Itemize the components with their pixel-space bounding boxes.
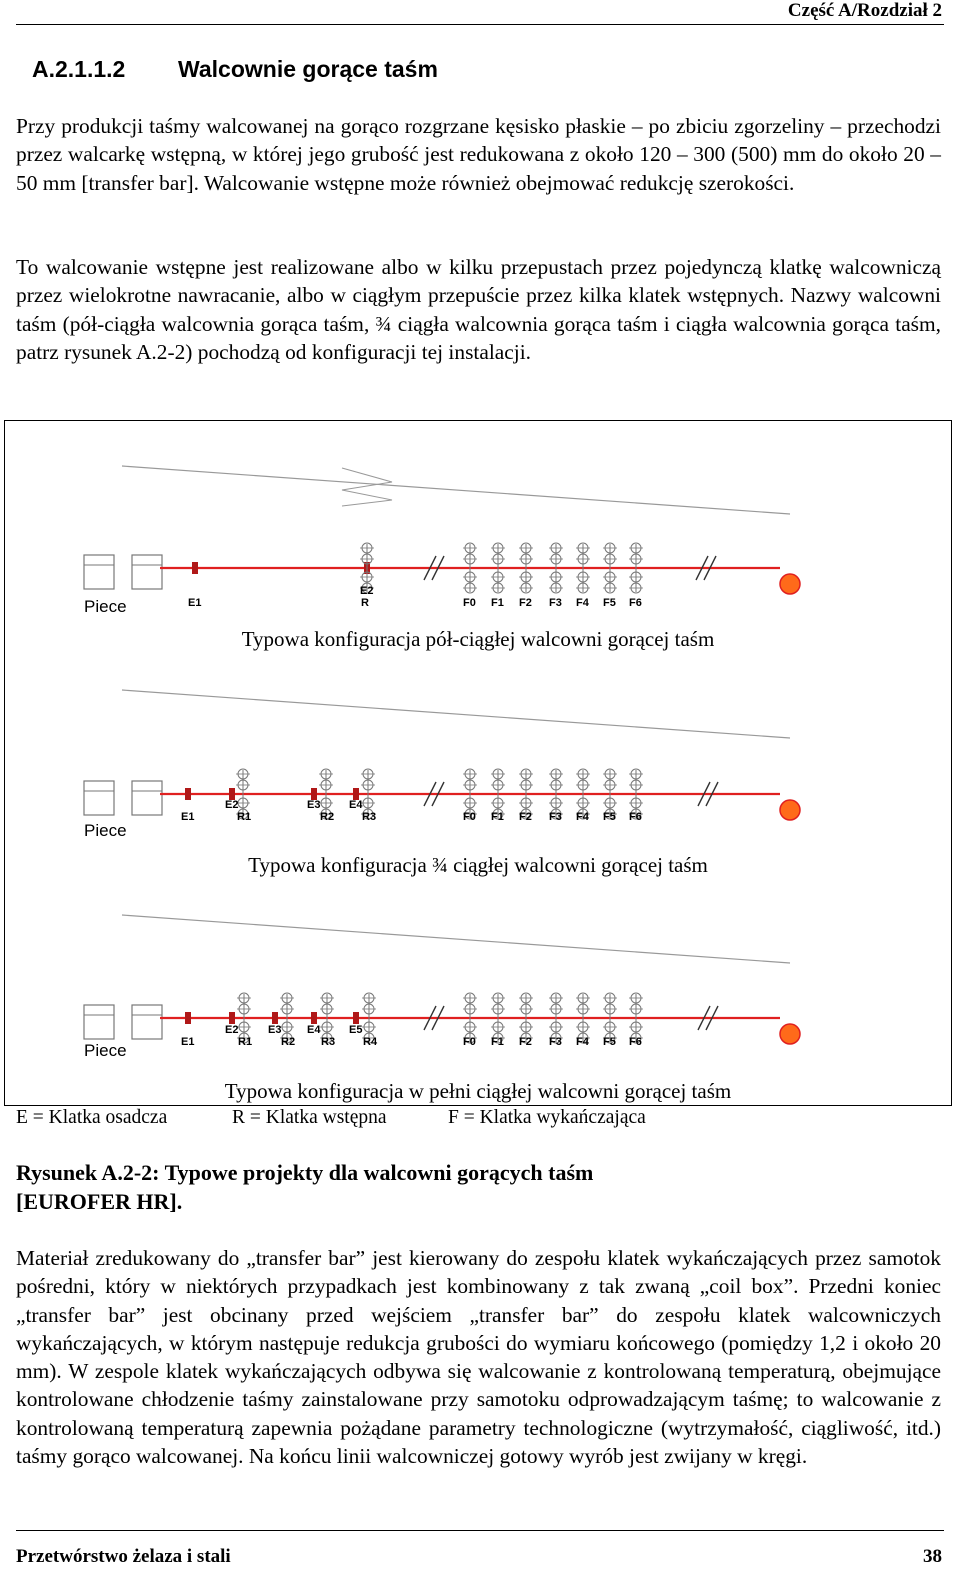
finishing-label: F1 (491, 1036, 504, 1048)
paragraph-2: To walcowanie wstępne jest realizowane albo w kilku przepustach przez pojedynczą klatkę walcowniczą przez wielokrotne nawracanie, albo w ciągłym przepuście przez kilka klatek wstępnych. Nazwy walcowni taśm (pół-ciągła walcownia gorąca taśm, ¾ ciągła walcownia gorąca taśm i ciągła walcownia gorąca taśm, patrz rysunek A.2-2) pochodzą od konfiguracji tej instalacji. (16, 255, 941, 364)
finishing-label: F1 (491, 811, 504, 823)
finishing-label: F4 (576, 811, 589, 823)
mill-config-3 (84, 915, 800, 1044)
roughing-label: R3 (321, 1036, 336, 1048)
running-header: Część A/Rozdział 2 (787, 0, 942, 21)
roughing-label: R3 (362, 811, 377, 823)
paragraph-1: Przy produkcji taśmy walcowanej na gorąco rozgrzane kęsisko płaskie – po zbiciu zgorzeliny – przechodzi przez walcarkę wstępną, w której jego grubość jest redukowana z około 120 – 300 (500) mm do około 20 – 50 mm [transfer bar]. Walcowanie wstępne może również obejmować redukcję szerokości. (16, 114, 941, 195)
coiler (780, 800, 800, 820)
roughing-label: R2 (320, 811, 335, 823)
edger-mark (185, 1012, 191, 1024)
piece-label: Piece (84, 597, 127, 616)
edger-label: E2 (360, 585, 374, 597)
section-title: Walcownie gorące taśm (178, 56, 438, 82)
finishing-label: F5 (603, 1036, 616, 1048)
mill-config-2 (84, 690, 800, 820)
header-rule (16, 24, 944, 25)
edger-mark (353, 1012, 359, 1024)
finishing-label: F6 (629, 597, 642, 609)
section-number: A.2.1.1.2 (32, 56, 126, 82)
figure-caption (16, 1158, 716, 1216)
finishing-label: F6 (629, 1036, 642, 1048)
rolling-mill-figure (0, 420, 960, 1110)
piece-label: Piece (84, 1041, 127, 1060)
edger-label: E1 (188, 597, 202, 609)
edger-mark (185, 788, 191, 800)
roughing-zigzag (342, 468, 392, 506)
roughing-label: R1 (237, 811, 252, 823)
finishing-label: F2 (519, 597, 532, 609)
edger-label: E3 (268, 1024, 282, 1036)
edger-mark (192, 562, 198, 574)
finishing-label: F5 (603, 811, 616, 823)
config-caption: Typowa konfiguracja w pełni ciągłej walcowni gorącej taśm (224, 1079, 732, 1103)
furnace-1 (84, 1005, 114, 1039)
furnace-2 (132, 781, 162, 815)
config-caption: Typowa konfiguracja ¾ ciągłej walcowni gorącej taśm (248, 853, 708, 877)
furnace-1 (84, 555, 114, 589)
edger-label: E2 (225, 799, 239, 811)
paragraph-3: Materiał zredukowany do „transfer bar” jest kierowany do zespołu klatek wykańczających przez samotok pośredni, który w niektórych przypadkach jest kombinowany z tak zwaną „coil box”. Przedni koniec „transfer bar” jest obcinany przed wejściem „transfer bar” do zespołu klatek walcowniczych wykańczających, w którym następuje redukcja grubości do wymiaru końcowego (pomiędzy 1,2 i około 20 mm). W zespole klatek wykańczających odbywa się walcowanie z kontrolowaną temperaturą, obejmujące kontrolowane chłodzenie taśmy zainstalowane przy samotoku odprowadzającym taśmę; to walcowanie z kontrolowaną temperaturą zapewnia pożądane parametry technologiczne (wytrzymałość, ciągliwość, itd.) taśmy gorąco walcowanej. Na końcu linii walcowniczej gotowy wyrób jest zwijany w kręgi. (16, 1246, 941, 1469)
finishing-label: F5 (603, 597, 616, 609)
edger-mark (229, 1012, 235, 1024)
finishing-label: F3 (549, 597, 562, 609)
piece-label: Piece (84, 821, 127, 840)
edger-label: E4 (349, 799, 363, 811)
footer-title: Przetwórstwo żelaza i stali (16, 1546, 231, 1567)
edger-label: E5 (349, 1024, 363, 1036)
coiler (780, 574, 800, 594)
furnace-1 (84, 781, 114, 815)
overhead-line (122, 690, 790, 738)
roughing-label: R1 (238, 1036, 253, 1048)
finishing-label: F0 (463, 811, 476, 823)
edger-mark (311, 1012, 317, 1024)
edger-label: E1 (181, 1036, 195, 1048)
legend-finishing: F = Klatka wykańczająca (448, 1107, 646, 1128)
section-heading (32, 56, 438, 83)
roughing-label: R2 (281, 1036, 296, 1048)
overhead-line (122, 915, 790, 963)
roughing-label: R (361, 597, 369, 609)
finishing-label: F1 (491, 597, 504, 609)
finishing-label: F4 (576, 597, 589, 609)
caption-line-1: Rysunek A.2-2: Typowe projekty dla walcowni gorących taśm (16, 1160, 594, 1185)
finishing-label: F0 (463, 597, 476, 609)
caption-line-2: [EUROFER HR]. (16, 1189, 183, 1214)
config-caption: Typowa konfiguracja pół-ciągłej walcowni gorącej taśm (241, 627, 715, 651)
finishing-label: F3 (549, 811, 562, 823)
edger-mark (272, 1012, 278, 1024)
finishing-label: F6 (629, 811, 642, 823)
furnace-2 (132, 555, 162, 589)
edger-label: E1 (181, 811, 195, 823)
legend-roughing: R = Klatka wstępna (232, 1107, 387, 1128)
finishing-label: F0 (463, 1036, 476, 1048)
edger-label: E3 (307, 799, 321, 811)
finishing-label: F2 (519, 811, 532, 823)
mill-config-1 (84, 466, 800, 594)
finishing-label: F4 (576, 1036, 589, 1048)
finishing-label: F3 (549, 1036, 562, 1048)
legend-edger: E = Klatka osadcza (16, 1107, 168, 1128)
edger-label: E2 (225, 1024, 239, 1036)
footer-rule (16, 1530, 944, 1531)
coiler (780, 1024, 800, 1044)
overhead-line (122, 466, 790, 514)
finishing-label: F2 (519, 1036, 532, 1048)
edger-label: E4 (307, 1024, 321, 1036)
roughing-label: R4 (363, 1036, 378, 1048)
furnace-2 (132, 1005, 162, 1039)
page-number: 38 (923, 1546, 942, 1567)
